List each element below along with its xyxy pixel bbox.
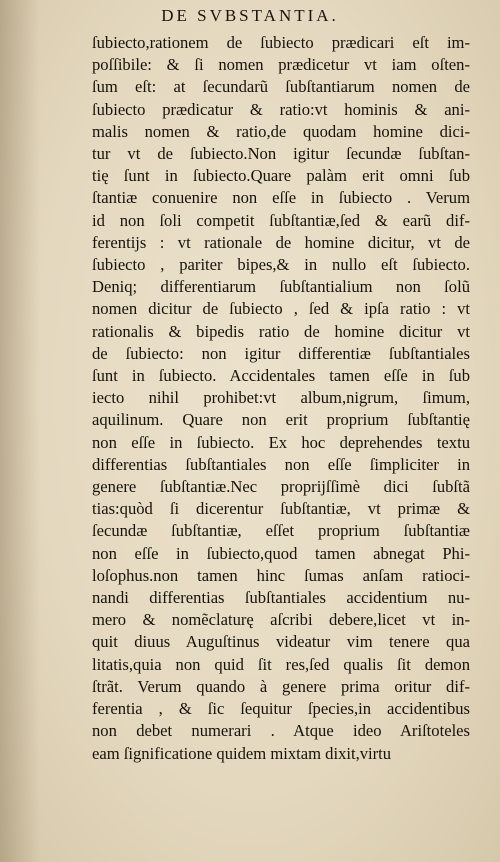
text-line: ferentia , & ſic ſequitur ſpecies,in accidentibus [92,699,470,719]
text-line: nandi differentias ſubſtantiales accidentium nu- [92,588,470,608]
text-line: tias:quòd ſi dicerentur ſubſtantiæ, vt primæ & [92,499,470,519]
text-line: id non ſoli competit ſubſtantiæ,ſed & earũ dif- [92,210,470,230]
text-line: genere ſubſtantiæ.Nec proprijſſimè dici ſubſtã [92,477,470,497]
text-line: iecto nihil prohibet:vt album,nigrum, ſimum, [92,388,470,408]
text-line: rationalis & bipedis ratio de homine dicitur vt [92,321,470,341]
text-line: differentias ſubſtantiales non eſſe ſimpliciter in [92,454,470,474]
text-line: tię ſunt in ſubiecto.Quare palàm erit omni ſub [92,166,470,186]
text-line: ſecundæ ſubſtantiæ, eſſet proprium ſubſtantiæ [92,521,470,541]
running-head: DE SVBSTANTIA. [161,6,339,25]
text-line: aquilinum. Quare non erit proprium ſubſtantię [92,410,470,430]
text-line: tur vt de ſubiecto.Non igitur ſecundæ ſubſtan- [92,144,470,164]
text-line: Deniq; differentiarum ſubſtantialium non ſolũ [92,277,470,297]
text-line: poſſibile: & ſi nomen prædicetur vt iam oſten- [92,55,470,75]
text-line: ſubiecto prædicatur & ratio:vt hominis & ani- [92,99,470,119]
text-line: malis nomen & ratio,de quodam homine dici- [92,121,470,141]
text-line: ferentijs : vt rationale de homine dicitur, vt de [92,232,470,252]
text-line: ſum eſt: at ſecundarũ ſubſtantiarum nomen de [92,77,470,97]
text-line: loſophus.non tamen hinc ſumas anſam ratioci- [92,565,470,585]
text-line: eam ſignificatione quidem mixtam dixit,virtu [92,743,392,763]
text-line: ſubiecto , pariter bipes,& in nullo eſt ſubiecto. [92,255,470,275]
text-line: non eſſe in ſubiecto,quod tamen abnegat Phi- [92,543,470,563]
text-line: ſubiecto,rationem de ſubiecto prædicari eſt im- [92,33,470,52]
text-line: ſunt in ſubiecto. Accidentales tamen eſſe in ſub [92,366,470,386]
text-line: ſtantiæ conuenire non eſſe in ſubiecto . Verum [92,188,470,208]
text-line: non eſſe in ſubiecto. Ex hoc deprehendes textu [92,432,470,452]
text-line: litatis,quia non quid ſit res,ſed qualis ſit demon [92,654,470,674]
body-text [92,32,470,765]
text-line: de ſubiecto: non igitur differentiæ ſubſtantiales [92,343,470,363]
text-line: quit diuus Auguſtinus videatur vim tenere qua [92,632,470,652]
text-line: ſtrãt. Verum quando à genere prima oritur dif- [92,676,470,696]
text-line: non debet numerari . Atque ideo Ariſtoteles [92,721,470,741]
page-gutter-shadow [0,0,40,862]
text-line: nomen dicitur de ſubiecto , ſed & ipſa ratio : vt [92,299,470,319]
text-line: mero & nomẽclaturę aſcribi debere,licet vt in- [92,610,470,630]
